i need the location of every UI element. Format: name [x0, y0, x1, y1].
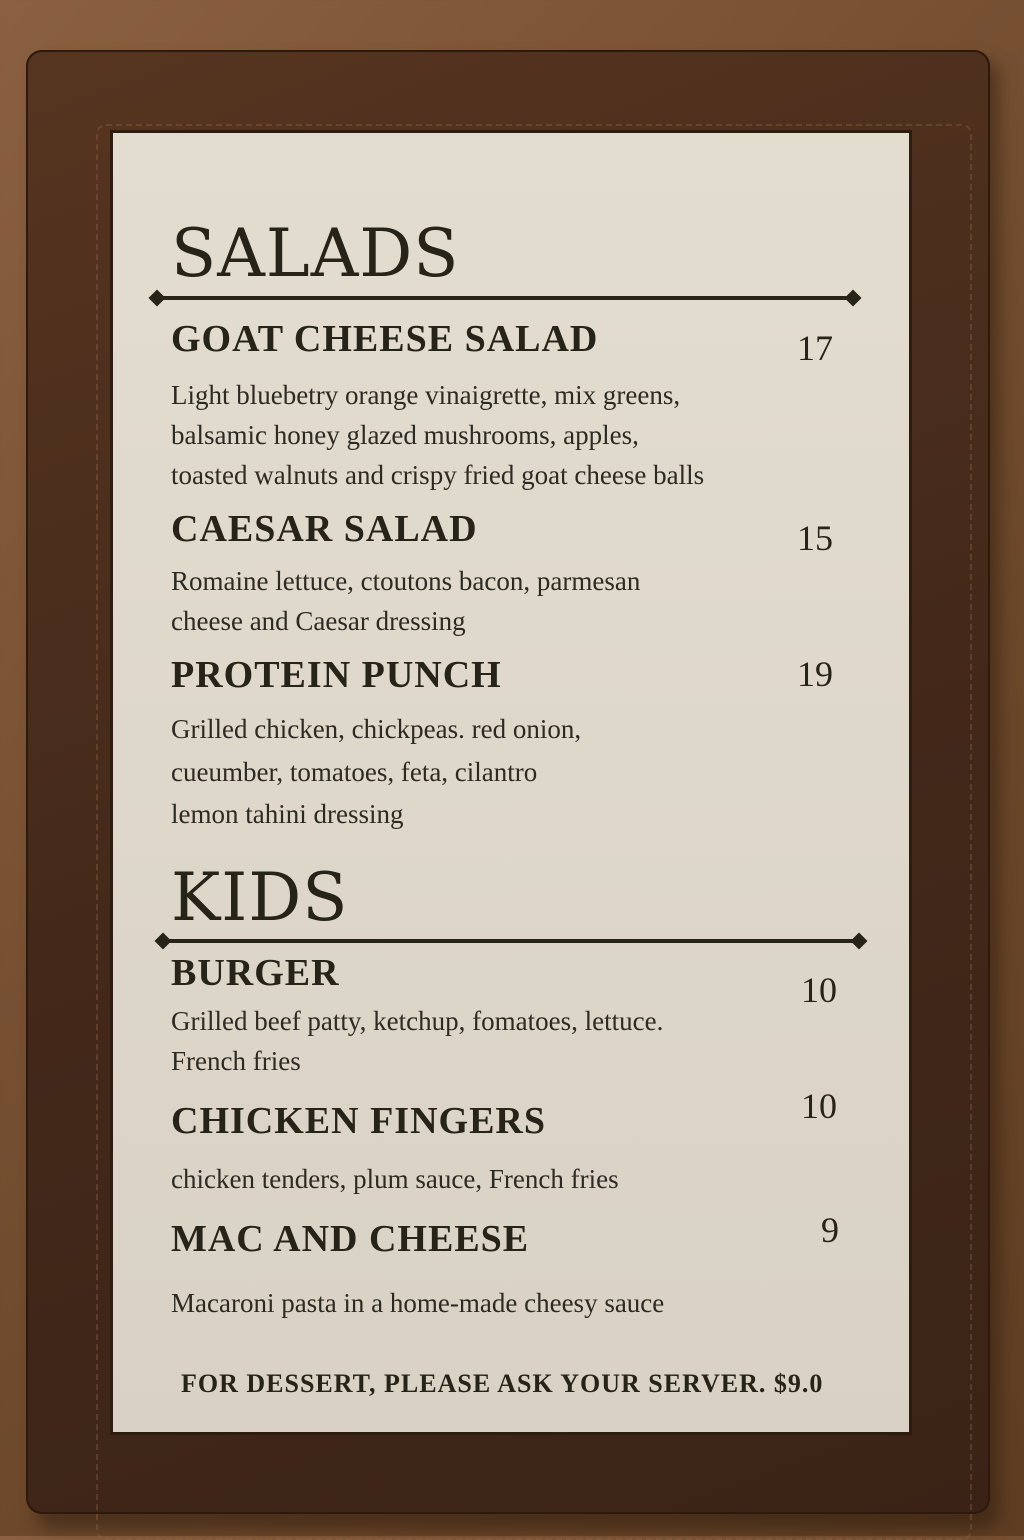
desc-line: Grilled chicken, chickpeas. red onion, — [171, 714, 582, 744]
item-desc-protein-punch — [171, 707, 581, 835]
desc-line: Macaroni pasta in a home-made cheesy sauce — [171, 1288, 665, 1318]
item-desc-caesar-salad — [171, 561, 640, 641]
desc-line: balsamic honey glazed mushrooms, apples, — [171, 420, 639, 450]
item-price-protein-punch: 19 — [797, 654, 833, 694]
section-heading-kids: KIDS — [171, 859, 349, 936]
item-price-goat-cheese-salad: 17 — [797, 328, 833, 368]
desc-line: Light bluebetry orange vinaigrette, mix greens, — [171, 380, 681, 410]
item-price-mac-and-cheese: 9 — [821, 1210, 839, 1250]
divider-ornament-left — [149, 290, 166, 307]
item-price-chicken-fingers: 10 — [801, 1086, 837, 1126]
divider-ornament-left — [155, 933, 172, 950]
item-desc-chicken-fingers — [171, 1159, 619, 1199]
item-name-goat-cheese-salad: GOAT CHEESE SALAD — [171, 318, 599, 360]
section-heading-salads: SALADS — [171, 215, 460, 292]
divider-ornament-right — [845, 290, 862, 307]
item-name-chicken-fingers: CHICKEN FINGERS — [171, 1100, 546, 1142]
item-price-caesar-salad: 15 — [797, 518, 833, 558]
desc-line: cheese and Caesar dressing — [171, 606, 466, 636]
item-desc-burger — [171, 1001, 663, 1081]
desc-line: French fries — [171, 1046, 301, 1076]
item-price-burger: 10 — [801, 970, 837, 1010]
item-desc-goat-cheese-salad — [171, 375, 704, 495]
dessert-note: FOR DESSERT, PLEASE ASK YOUR SERVER. $9.0 — [181, 1369, 824, 1398]
item-desc-mac-and-cheese — [171, 1283, 664, 1323]
desc-line: chicken tenders, plum sauce, French fries — [171, 1164, 619, 1194]
item-name-burger: BURGER — [171, 952, 340, 994]
item-name-caesar-salad: CAESAR SALAD — [171, 508, 478, 550]
desc-line: Grilled beef patty, ketchup, fomatoes, lettuce. — [171, 1006, 664, 1036]
divider-ornament-right — [851, 933, 868, 950]
menu-sheet — [110, 130, 912, 1435]
section-divider-salads — [159, 296, 855, 300]
item-name-protein-punch: PROTEIN PUNCH — [171, 654, 502, 696]
item-name-mac-and-cheese: MAC AND CHEESE — [171, 1218, 530, 1260]
desc-line: toasted walnuts and crispy fried goat cheese balls — [171, 460, 705, 490]
section-divider-kids — [165, 939, 861, 943]
desc-line: cueumber, tomatoes, feta, cilantro — [171, 757, 538, 787]
desc-line: Romaine lettuce, ctoutons bacon, parmesan — [171, 566, 641, 596]
desc-line: lemon tahini dressing — [171, 799, 404, 829]
